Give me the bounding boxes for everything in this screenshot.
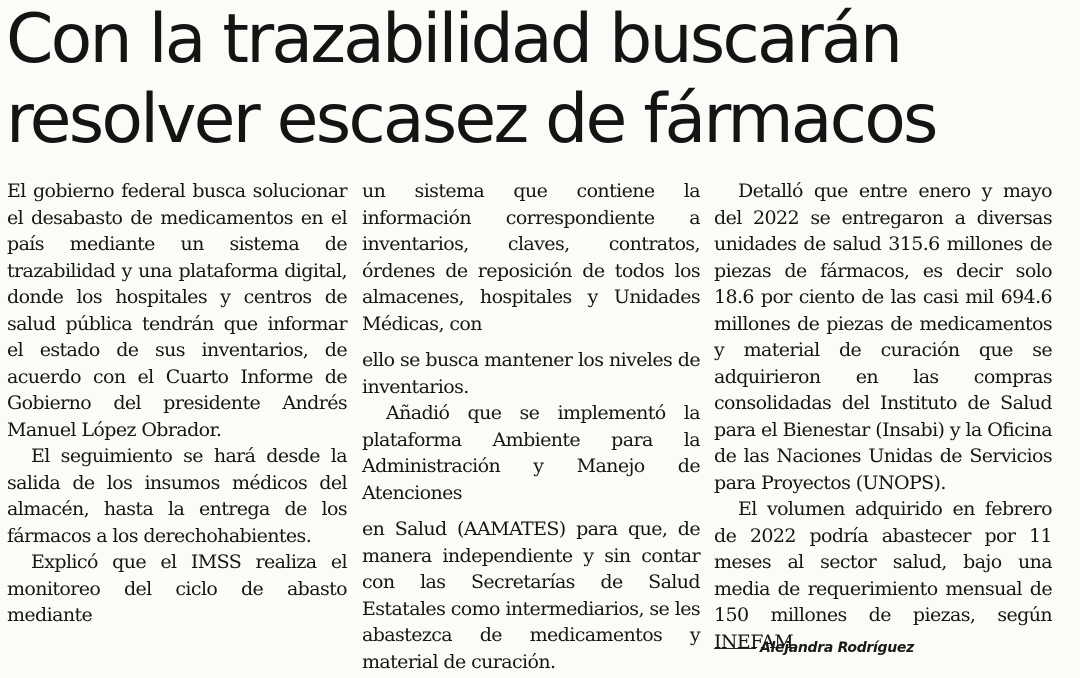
paragraph: ello se busca mantener los niveles de inventarios.	[362, 349, 700, 398]
headline-line-1: Con la trazabilidad buscarán	[6, 0, 901, 79]
paragraph: El seguimiento se hará desde la salida de los insumos médicos del almacén, hasta la entrega de los fármacos a los derechohabientes.	[7, 445, 347, 547]
paragraph: Detalló que entre enero y mayo del 2022 se entregaron a diversas unidades de salud 315.6 millones de piezas de fármacos, es decir solo 18.6 por ciento de las casi mil 694.6 millones de piezas de medicamentos y material de curación que se adquirieron en las compras consolidadas del Instituto de Salud para el Bienestar (Insabi) y la Oficina de las Naciones Unidas de Servicios para Proyectos (UNOPS).	[714, 180, 1052, 494]
paragraph: El gobierno federal busca solucionar el desabasto de medicamentos en el país mediante un sistema de trazabilidad y una plataforma digital, donde los hospitales y centros de salud pública tendrán que informar el estado de sus inventarios, de acuerdo con el Cuarto Informe de Gobierno del presidente Andrés Manuel López Obrador.	[7, 180, 347, 441]
article-column-1	[7, 178, 347, 629]
headline	[6, 0, 1078, 160]
paragraph: Explicó que el IMSS realiza el monitoreo del ciclo de abasto mediante	[7, 551, 347, 626]
byline-dash	[714, 648, 756, 649]
paragraph: en Salud (AAMATES) para que, de manera independiente y sin contar con las Secretarías de Salud Estatales como intermediarios, se les abastezca de medicamentos y material de curación.	[362, 518, 700, 673]
article-column-3	[714, 178, 1052, 655]
headline-line-2: resolver escasez de fármacos	[6, 80, 936, 159]
article-column-2	[362, 178, 700, 675]
paragraph: El volumen adquirido en febrero de 2022 podría abastecer por 11 meses al sector salud, bajo una media de requerimiento mensual de 150 millones de piezas, según INEFAM.	[714, 498, 1052, 653]
byline	[714, 640, 1052, 656]
paragraph: Añadió que se implementó la plataforma Ambiente para la Administración y Manejo de Atenciones	[362, 402, 700, 504]
byline-author: Alejandra Rodríguez	[760, 640, 914, 656]
paragraph: un sistema que contiene la información correspondiente a inventarios, claves, contratos, órdenes de reposición de todos los almacenes, hospitales y Unidades Médicas, con	[362, 180, 700, 335]
